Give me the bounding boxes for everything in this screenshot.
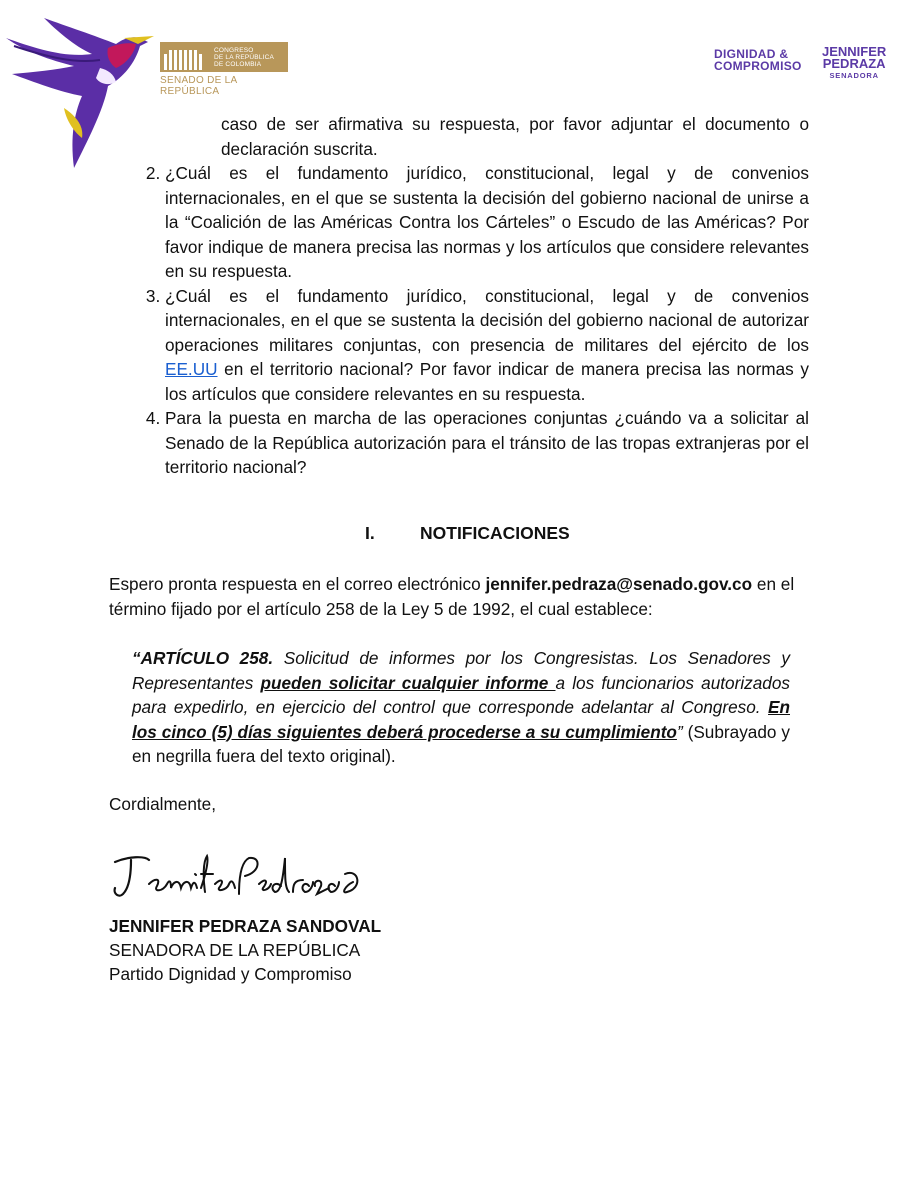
senator-line-3: SENADORA: [829, 71, 879, 80]
senator-logo: [822, 46, 886, 80]
question-4-text: Para la puesta en marcha de las operaciones conjuntas ¿cuándo va a solicitar al Senado de la República autorización para el tránsito de las tropas extranjeras por el territorio nacional?: [165, 408, 809, 477]
continuation-text: caso de ser afirmativa su respuesta, por favor adjuntar el documento o declaración suscrita.: [221, 114, 809, 159]
article-heading: “ARTÍCULO 258.: [132, 648, 274, 668]
closing-text: Cordialmente,: [109, 794, 216, 814]
notification-paragraph: [109, 572, 809, 621]
congreso-text-2: DE LA REPÚBLICA: [214, 53, 275, 61]
handwritten-signature-icon: [109, 848, 379, 908]
eeuu-link[interactable]: EE.UU: [165, 359, 218, 379]
question-2: [165, 161, 809, 284]
party-logo: [714, 48, 802, 72]
quote-text-2: a los funcionarios autorizados para expedirlo, en ejercicio del control que corresponde adelantar al Congreso.: [132, 672, 790, 717]
section-number: I.: [365, 523, 375, 543]
article-quote: [132, 646, 790, 769]
senator-line-1: JENNIFER: [822, 44, 887, 59]
notification-text-before: Espero pronta respuesta en el correo electrónico: [109, 574, 486, 594]
section-heading: [365, 523, 570, 544]
capitol-icon: [164, 44, 208, 70]
congreso-text-3: DE COLOMBIA: [214, 60, 262, 68]
quote-close-mark: ”: [676, 721, 683, 742]
senator-line-2: PEDRAZA: [822, 56, 886, 71]
signer-title: SENADORA DE LA REPÚBLICA: [109, 940, 361, 960]
signature-block: [109, 914, 381, 986]
congreso-text-1: CONGRESO: [214, 46, 254, 54]
quote-underlined-2: En los cinco (5) días siguientes deberá procederse a su cumplimiento: [132, 697, 790, 742]
question-3-text-after: en el territorio nacional? Por favor indicar de manera precisa las normas y los artículos que considere relevantes en su respuesta.: [165, 359, 809, 404]
party-line-2: COMPROMISO: [714, 59, 802, 73]
questions-list: [109, 161, 809, 480]
question-3-text-before: ¿Cuál es el fundamento jurídico, constitucional, legal y de convenios internacionales, en el que se sustenta la decisión del gobierno nacional de autorizar operaciones militares conjuntas, con presencia de militares del ejército de los: [165, 285, 809, 355]
senado-label: SENADO DE LA REPÚBLICA: [160, 75, 237, 97]
email-address: jennifer.pedraza@senado.gov.co: [485, 574, 753, 594]
congreso-logo: [160, 42, 292, 97]
question-4: [165, 406, 809, 480]
question-3: [165, 284, 809, 407]
quote-text-1: Solicitud de informes por los Congresistas. Los Senadores y Representantes: [132, 648, 790, 693]
notification-text-after: en el término fijado por el artículo 258 de la Ley 5 de 1992, el cual establece:: [109, 574, 795, 619]
question-2-text: ¿Cuál es el fundamento jurídico, constitucional, legal y de convenios internacionales, en el que se sustenta la decisión del gobierno nacional de unirse a la “Coalición de las Américas Contra los Cárteles” o Escudo de las Américas? Por favor indique de manera precisa las normas y los artículos que considere relevantes en su respuesta.: [165, 163, 809, 281]
signer-party: Partido Dignidad y Compromiso: [109, 964, 352, 984]
section-title: NOTIFICACIONES: [420, 523, 570, 543]
quote-note: (Subrayado y en negrilla fuera del texto original).: [132, 721, 790, 766]
signer-name: JENNIFER PEDRAZA SANDOVAL: [109, 916, 382, 936]
questions-block: [109, 112, 809, 480]
quote-underlined-1: pueden solicitar cualquier informe: [260, 672, 556, 693]
party-line-1: DIGNIDAD &: [714, 47, 789, 61]
